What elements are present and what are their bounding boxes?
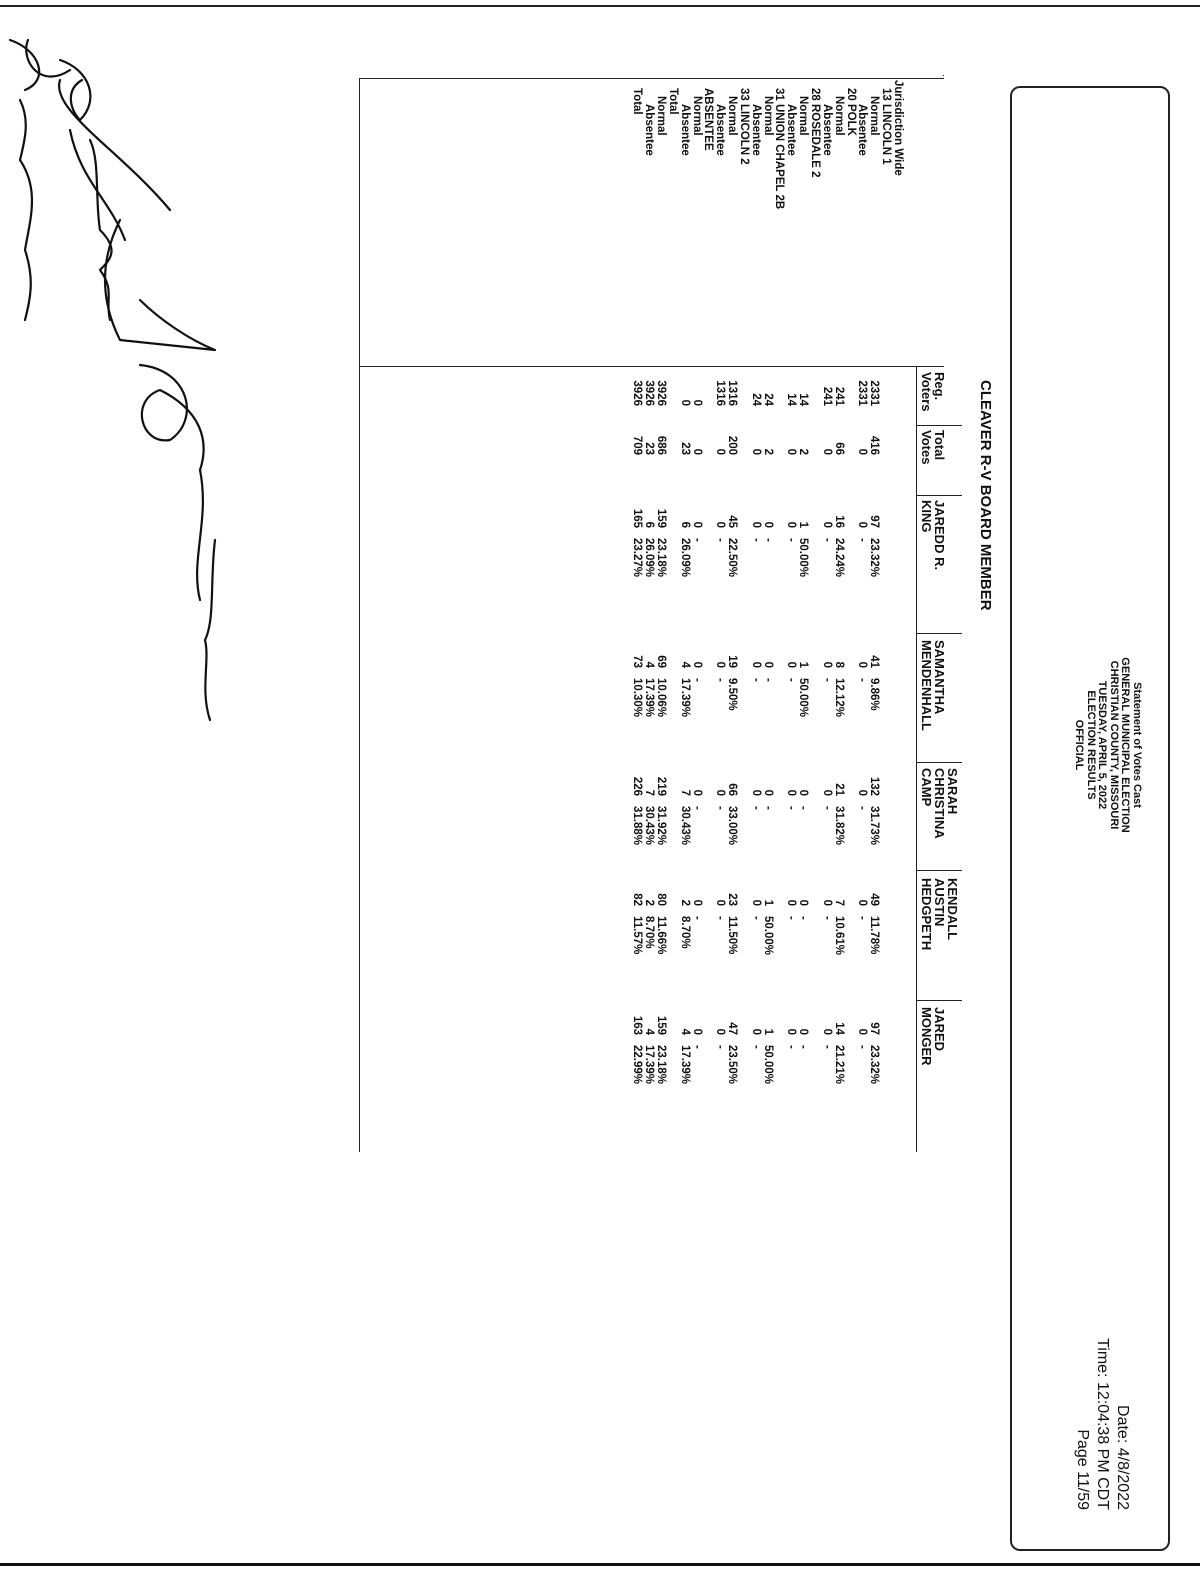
candidate-votes-cell: 159 (655, 508, 667, 528)
candidate-percent-cell: 23.50% (726, 1045, 739, 1085)
candidate-percent-cell: - (714, 1045, 727, 1049)
candidate-votes-cell: 7 (832, 899, 845, 906)
candidate-votes-cell: 0 (690, 521, 703, 528)
reg-voters-cell: 2331 (856, 380, 869, 406)
candidate-percent-cell: 11.66% (655, 916, 667, 955)
header-line: Statement of Votes Cast (1131, 682, 1143, 808)
candidate-votes-cell: 66 (726, 783, 739, 796)
candidate-percent-cell: 24.24% (832, 538, 845, 578)
reg-voters-cell: 3926 (631, 380, 644, 406)
candidate-percent-cell: 22.50% (726, 538, 739, 578)
candidate-percent-cell: - (690, 916, 703, 920)
candidate-votes-cell: 0 (797, 899, 810, 906)
candidate-votes-cell: 0 (761, 789, 774, 796)
reg-voters-cell: 24 (761, 393, 774, 406)
candidate-percent-cell: - (749, 916, 762, 920)
candidate-percent-cell: - (820, 538, 833, 542)
total-votes-cell: 23 (678, 442, 691, 455)
candidate-percent-cell: - (690, 1045, 703, 1049)
candidate-votes-cell: 1 (797, 521, 810, 528)
row-label: Absentee (643, 104, 656, 156)
candidate-votes-cell: 0 (820, 1028, 833, 1035)
row-label: Normal (868, 96, 881, 136)
candidate-votes-cell: 41 (868, 655, 881, 668)
row-label: Total (666, 88, 679, 115)
column-header-line: KING (919, 500, 934, 533)
candidate-votes-cell: 0 (690, 899, 703, 906)
candidate-votes-cell: 23 (726, 893, 739, 906)
candidate-percent-cell: - (785, 1045, 798, 1049)
row-label: Normal (690, 96, 703, 136)
candidate-percent-cell: - (761, 538, 774, 542)
candidate-votes-cell: 69 (655, 655, 667, 668)
total-votes-cell: 686 (655, 435, 667, 455)
column-header-line: Reg. (932, 372, 947, 401)
candidate-votes-cell: 1 (761, 1028, 774, 1035)
candidate-percent-cell: - (749, 1045, 762, 1049)
candidate-votes-cell: 0 (690, 1028, 703, 1035)
header-line: ELECTION RESULTS (1085, 690, 1097, 800)
candidate-percent-cell: - (856, 916, 869, 920)
candidate-percent-cell: - (761, 806, 774, 810)
candidate-percent-cell: 31.92% (655, 806, 667, 846)
row-label: Absentee (749, 104, 762, 156)
candidate-percent-cell: - (856, 806, 869, 810)
candidate-percent-cell: 50.00% (797, 538, 810, 578)
total-votes-cell: 416 (868, 435, 881, 455)
candidate-percent-cell: - (820, 916, 833, 920)
candidate-percent-cell: 17.39% (643, 1045, 656, 1085)
candidate-votes-cell: 0 (820, 789, 833, 796)
reg-voters-cell: 2331 (868, 380, 881, 406)
candidate-votes-cell: 0 (785, 899, 798, 906)
reg-voters-cell: 14 (797, 393, 810, 406)
row-label: Absentee (678, 104, 691, 156)
column-header-line: CHRISTINA (932, 768, 947, 839)
row-label: Jurisdiction Wide (892, 80, 904, 176)
row-label: 33 LINCOLN 2 (737, 88, 750, 165)
row-label: 31 UNION CHAPEL 2B (773, 88, 786, 210)
column-header-line: JARED (932, 1007, 947, 1052)
candidate-votes-cell: 1 (761, 899, 774, 906)
candidate-percent-cell: - (690, 806, 703, 810)
reg-voters-cell: 241 (820, 386, 833, 406)
candidate-percent-cell: 31.88% (631, 806, 644, 846)
candidate-votes-cell: 0 (856, 899, 869, 906)
header-line: OFFICIAL (1073, 719, 1086, 771)
candidate-percent-cell: - (690, 538, 703, 542)
candidate-percent-cell: - (714, 806, 727, 810)
candidate-votes-cell: 0 (749, 899, 762, 906)
candidate-votes-cell: 1 (797, 661, 810, 668)
candidate-votes-cell: 0 (714, 1028, 727, 1035)
candidate-percent-cell: - (714, 916, 727, 920)
candidate-votes-cell: 0 (856, 661, 869, 668)
column-header-line: Total (932, 430, 947, 461)
reg-voters-cell: 1316 (726, 380, 739, 406)
candidate-percent-cell: - (785, 538, 798, 542)
total-votes-cell: 0 (690, 448, 703, 455)
reg-voters-cell: 0 (690, 399, 703, 406)
column-header-line: SARAH (945, 768, 960, 815)
candidate-percent-cell: 11.50% (726, 916, 739, 955)
candidate-votes-cell: 226 (631, 776, 644, 796)
total-votes-cell: 2 (797, 448, 810, 455)
total-votes-cell: 0 (749, 448, 762, 455)
candidate-votes-cell: 0 (714, 789, 727, 796)
reg-voters-cell: 24 (749, 393, 762, 406)
row-label: Absentee (820, 104, 833, 156)
candidate-votes-cell: 97 (868, 1022, 881, 1035)
candidate-percent-cell: - (714, 678, 727, 682)
reg-voters-cell: 14 (785, 393, 798, 406)
candidate-votes-cell: 0 (820, 521, 833, 528)
candidate-votes-cell: 47 (726, 1022, 739, 1035)
contest-title: CLEAVER R-V BOARD MEMBER (977, 380, 994, 611)
column-header-line: Votes (919, 430, 934, 465)
row-label: Absentee (714, 104, 727, 156)
column-header-line: HEDGPETH (919, 878, 934, 951)
signature-1 (26, 40, 215, 350)
column-header-line: MENDENHALL (919, 640, 934, 731)
row-label: Normal (832, 96, 845, 136)
candidate-percent-cell: 30.43% (678, 806, 691, 846)
candidate-votes-cell: 0 (761, 521, 774, 528)
total-votes-cell: 709 (631, 435, 644, 455)
row-label: 28 ROSEDALE 2 (809, 88, 822, 178)
candidate-percent-cell: 22.99% (631, 1045, 644, 1085)
candidate-percent-cell: - (820, 806, 833, 810)
candidate-percent-cell: 23.32% (868, 538, 881, 578)
row-label: Total (631, 88, 644, 115)
candidate-percent-cell: 11.57% (631, 916, 644, 955)
candidate-votes-cell: 0 (749, 1028, 762, 1035)
candidate-percent-cell: 30.43% (643, 806, 656, 846)
row-label: Normal (726, 96, 739, 136)
candidate-votes-cell: 0 (856, 789, 869, 796)
row-label: Normal (797, 96, 810, 136)
candidate-votes-cell: 4 (678, 1028, 691, 1035)
candidate-votes-cell: 97 (868, 515, 881, 528)
candidate-percent-cell: 9.86% (868, 678, 881, 711)
candidate-votes-cell: 6 (643, 521, 656, 528)
reg-voters-cell: 3926 (643, 380, 656, 406)
candidate-votes-cell: 0 (785, 1028, 798, 1035)
candidate-percent-cell: 11.78% (868, 916, 881, 955)
candidate-votes-cell: 7 (643, 789, 656, 796)
candidate-percent-cell: - (749, 538, 762, 542)
candidate-votes-cell: 2 (643, 899, 656, 906)
candidate-votes-cell: 2 (678, 899, 691, 906)
candidate-percent-cell: - (797, 916, 810, 920)
signature-2 (60, 60, 112, 320)
candidate-percent-cell: 31.73% (868, 806, 881, 846)
candidate-percent-cell: 50.00% (761, 1045, 774, 1085)
row-label: Normal (761, 96, 774, 136)
candidate-percent-cell: 10.30% (631, 678, 644, 718)
candidate-votes-cell: 0 (690, 661, 703, 668)
column-header-line: KENDALL (945, 878, 960, 941)
candidate-votes-cell: 8 (832, 661, 845, 668)
candidate-votes-cell: 0 (714, 899, 727, 906)
column-header-line: Voters (919, 372, 934, 412)
candidate-votes-cell: 21 (832, 783, 845, 796)
candidate-percent-cell: 21.21% (832, 1045, 845, 1085)
candidate-percent-cell: 17.39% (678, 1045, 691, 1085)
candidate-percent-cell: - (690, 678, 703, 682)
report-date: Date: 4/8/2022 (1114, 1405, 1131, 1510)
candidate-percent-cell: 8.70% (643, 916, 656, 949)
candidate-votes-cell: 0 (856, 521, 869, 528)
header-line: GENERAL MUNICIPAL ELECTION (1119, 657, 1132, 833)
candidate-votes-cell: 0 (820, 899, 833, 906)
candidate-votes-cell: 0 (749, 521, 762, 528)
candidate-percent-cell: - (797, 1045, 810, 1049)
candidate-votes-cell: 80 (655, 893, 667, 906)
candidate-percent-cell: 26.09% (678, 538, 691, 578)
reg-voters-cell: 1316 (714, 380, 727, 406)
candidate-percent-cell: 50.00% (797, 678, 810, 718)
row-label: ABSENTEE (702, 88, 715, 151)
header-line: TUESDAY, APRIL 5, 2022 (1096, 680, 1109, 810)
total-votes-cell: 0 (785, 448, 798, 455)
total-votes-cell: 2 (761, 448, 774, 455)
candidate-votes-cell: 0 (761, 661, 774, 668)
candidate-percent-cell: - (856, 538, 869, 542)
candidate-percent-cell: 23.27% (631, 538, 644, 578)
candidate-percent-cell: - (820, 1045, 833, 1049)
header-line: CHRISTIAN COUNTY, MISSOURI (1108, 660, 1120, 830)
candidate-votes-cell: 163 (631, 1015, 644, 1035)
candidate-votes-cell: 0 (749, 789, 762, 796)
candidate-percent-cell: - (856, 678, 869, 682)
candidate-percent-cell: - (785, 916, 798, 920)
candidate-votes-cell: 0 (797, 1028, 810, 1035)
candidate-votes-cell: 132 (868, 776, 881, 796)
candidate-votes-cell: 0 (856, 1028, 869, 1035)
candidate-votes-cell: 82 (631, 893, 644, 906)
candidate-percent-cell: 17.39% (678, 678, 691, 718)
total-votes-cell: 66 (832, 442, 845, 455)
candidate-votes-cell: 0 (785, 789, 798, 796)
candidate-votes-cell: 0 (797, 789, 810, 796)
candidate-percent-cell: - (761, 678, 774, 682)
candidate-percent-cell: - (820, 678, 833, 682)
candidate-percent-cell: - (749, 678, 762, 682)
total-votes-cell: 0 (856, 448, 869, 455)
candidate-votes-cell: 73 (631, 655, 644, 668)
row-label: Absentee (856, 104, 869, 156)
candidate-votes-cell: 19 (726, 655, 739, 668)
candidate-percent-cell: 26.09% (643, 538, 656, 578)
total-votes-cell: 23 (643, 442, 656, 455)
candidate-percent-cell: 17.39% (643, 678, 656, 718)
candidate-percent-cell: 50.00% (761, 916, 774, 956)
candidate-votes-cell: 4 (643, 1028, 656, 1035)
candidate-votes-cell: 0 (690, 789, 703, 796)
column-header-line: SAMANTHA (932, 640, 947, 715)
row-label: 20 POLK (844, 88, 857, 136)
candidate-votes-cell: 0 (714, 521, 727, 528)
total-votes-cell: 0 (714, 448, 727, 455)
candidate-votes-cell: 0 (749, 661, 762, 668)
candidate-percent-cell: 9.50% (726, 678, 739, 711)
column-header-line: MONGER (919, 1007, 934, 1066)
candidate-votes-cell: 165 (631, 508, 644, 528)
reg-voters-cell: 241 (832, 386, 845, 406)
column-header-line: CAMP (919, 768, 934, 807)
reg-voters-cell: 3926 (655, 380, 667, 406)
candidate-percent-cell: - (714, 538, 727, 542)
candidate-percent-cell: - (785, 678, 798, 682)
candidate-votes-cell: 219 (655, 776, 667, 796)
candidate-percent-cell: 8.70% (678, 916, 691, 949)
signature-4 (140, 365, 215, 720)
column-header-line: AUSTIN (932, 878, 947, 927)
candidate-percent-cell: - (797, 806, 810, 810)
candidate-votes-cell: 7 (678, 789, 691, 796)
candidate-percent-cell: - (749, 806, 762, 810)
candidate-votes-cell: 0 (785, 661, 798, 668)
candidate-percent-cell: 10.61% (832, 916, 845, 956)
candidate-percent-cell: 33.00% (726, 806, 739, 846)
candidate-votes-cell: 0 (785, 521, 798, 528)
row-label: Absentee (785, 104, 798, 156)
candidate-votes-cell: 49 (868, 893, 881, 906)
total-votes-cell: 200 (726, 435, 739, 455)
candidate-percent-cell: - (856, 1045, 869, 1049)
candidate-votes-cell: 159 (655, 1015, 667, 1035)
total-votes-cell: 0 (820, 448, 833, 455)
candidate-percent-cell: - (785, 806, 798, 810)
candidate-votes-cell: 4 (678, 661, 691, 668)
candidate-votes-cell: 14 (832, 1022, 845, 1035)
candidate-percent-cell: 23.18% (655, 1045, 667, 1085)
candidate-percent-cell: 12.12% (832, 678, 845, 718)
report-time: Time: 12:04:38 PM CDT (1094, 1338, 1111, 1510)
row-label: Normal (655, 96, 667, 136)
candidate-percent-cell: 31.82% (832, 806, 845, 846)
candidate-votes-cell: 45 (726, 515, 739, 528)
candidate-votes-cell: 0 (820, 661, 833, 668)
row-label: 13 LINCOLN 1 (880, 88, 893, 165)
reg-voters-cell: 0 (678, 399, 691, 406)
signature-3 (10, 40, 39, 320)
candidate-percent-cell: 23.32% (868, 1045, 881, 1085)
candidate-percent-cell: 10.06% (655, 678, 667, 718)
candidate-votes-cell: 0 (714, 661, 727, 668)
candidate-percent-cell: 23.18% (655, 538, 667, 578)
candidate-votes-cell: 6 (678, 521, 691, 528)
candidate-votes-cell: 16 (832, 515, 845, 528)
column-header-line: JAREDD R. (932, 500, 947, 571)
report-page: Page 11/59 (1074, 1429, 1091, 1510)
candidate-votes-cell: 4 (643, 661, 656, 668)
